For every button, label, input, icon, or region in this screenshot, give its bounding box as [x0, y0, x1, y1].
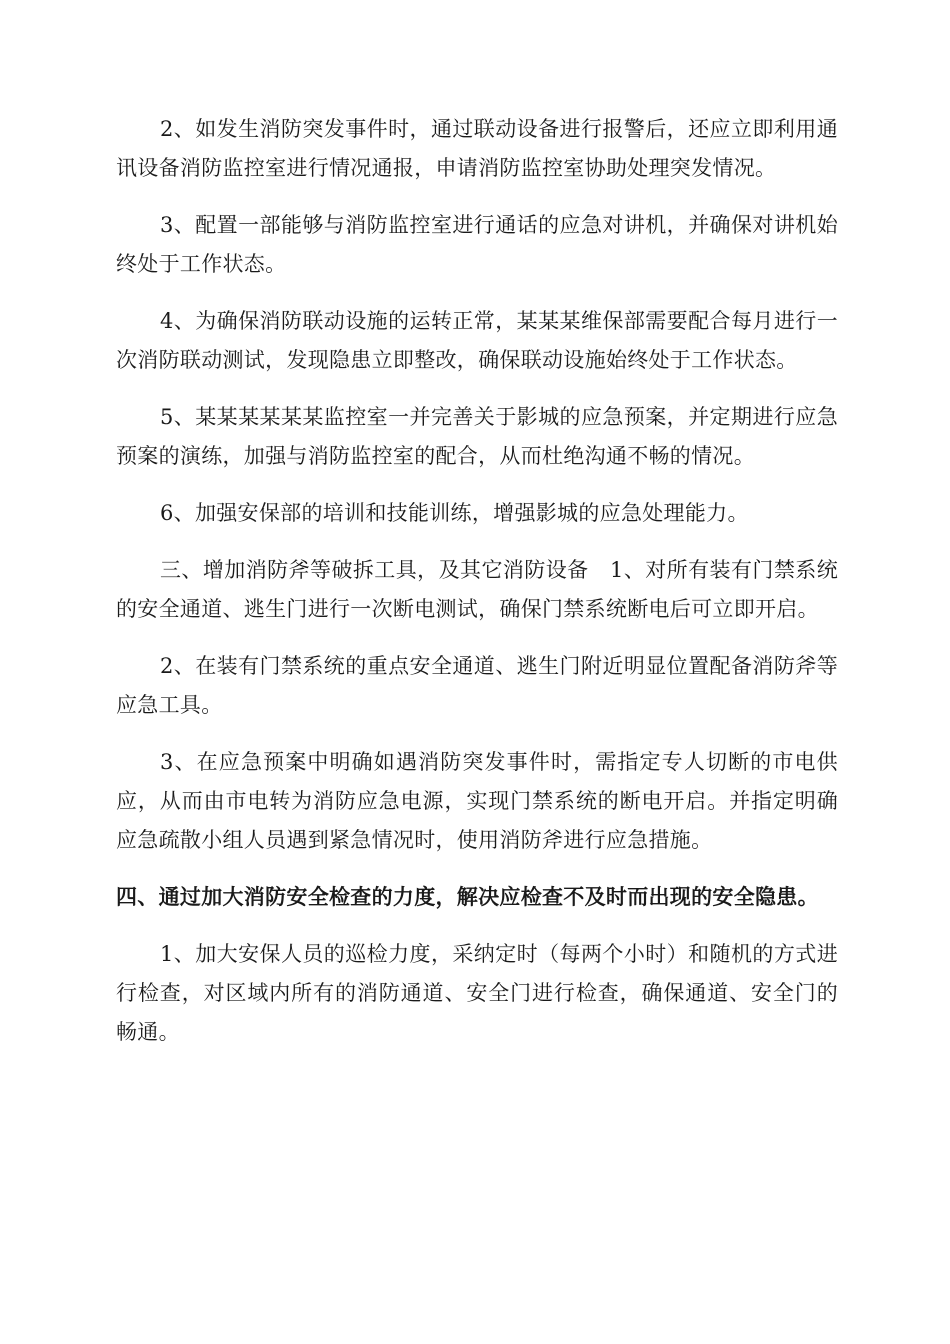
- paragraph-fire-incident-report: 2、如发生消防突发事件时，通过联动设备进行报警后，还应立即利用通讯设备消防监控室进行情况通报，申请消防监控室协助处理突发情况。: [116, 117, 838, 180]
- paragraph-axe-placement: 2、在装有门禁系统的重点安全通道、逃生门附近明显位置配备消防斧等应急工具。: [116, 654, 838, 717]
- paragraph-security-training: 6、加强安保部的培训和技能训练，增强影城的应急处理能力。: [160, 501, 749, 525]
- document-page: [116, 110, 838, 1070]
- section-heading-safety-inspection: 四、通过加大消防安全检查的力度，解决应检查不及时而出现的安全隐患。: [116, 885, 819, 909]
- paragraph-emergency-plan: 5、某某某某某某监控室一并完善关于影城的应急预案，并定期进行应急预案的演练，加强与消防监控室的配合，从而杜绝沟通不畅的情况。: [116, 405, 838, 468]
- paragraph-power-cutoff: 3、在应急预案中明确如遇消防突发事件时，需指定专人切断的市电供应，从而由市电转为消防应急电源，实现门禁系统的断电开启。并指定明确应急疏散小组人员遇到紧急情况时，使用消防斧进行应急措施。: [116, 750, 838, 852]
- paragraph-emergency-intercom: 3、配置一部能够与消防监控室进行通话的应急对讲机，并确保对讲机始终处于工作状态。: [116, 213, 838, 276]
- paragraph-breaking-tools: 三、增加消防斧等破拆工具，及其它消防设备 1、对所有装有门禁系统的安全通道、逃生门进行一次断电测试，确保门禁系统断电后可立即开启。: [116, 558, 838, 621]
- paragraph-patrol-inspection: 1、加大安保人员的巡检力度，采纳定时（每两个小时）和随机的方式进行检查，对区域内所有的消防通道、安全门进行检查，确保通道、安全门的畅通。: [116, 942, 838, 1044]
- paragraph-linkage-test: 4、为确保消防联动设施的运转正常，某某某维保部需要配合每月进行一次消防联动测试，发现隐患立即整改，确保联动设施始终处于工作状态。: [116, 309, 838, 372]
